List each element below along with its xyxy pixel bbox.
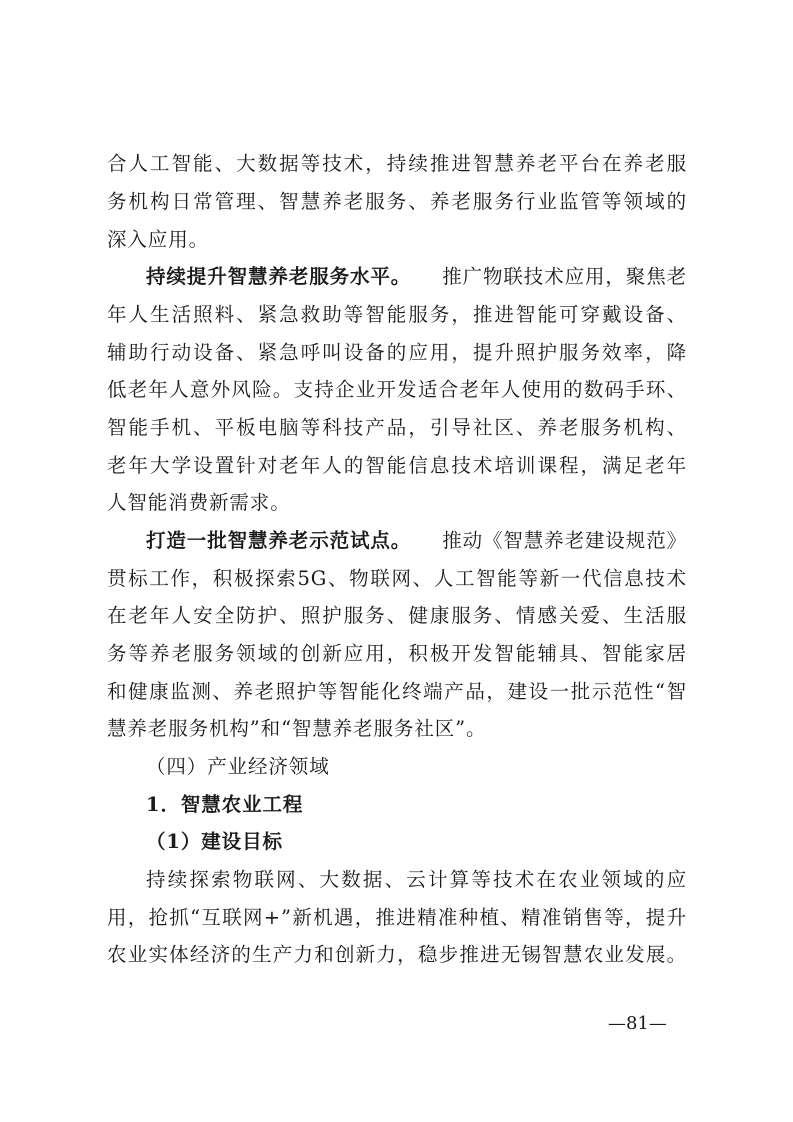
- paragraph-first-line: [146, 528, 687, 554]
- section-heading: （四）产业经济领域: [146, 755, 330, 778]
- paragraph-line: 务机构日常管理、智慧养老服务、养老服务行业监管等领域的: [107, 190, 687, 213]
- paragraph-lead-bold: 持续提升智慧养老服务水平。: [146, 265, 412, 288]
- paragraph-line: 低老年人意外风险。支持企业开发适合老年人使用的数码手环、: [107, 378, 687, 401]
- paragraph-first-rest: 推广物联技术应用，聚焦老: [442, 265, 687, 288]
- paragraph-line: 智能手机、平板电脑等科技产品，引导社区、养老服务机构、: [107, 416, 687, 439]
- paragraph-line: 务等养老服务领域的创新应用，积极开发智能辅具、智能家居: [107, 642, 687, 665]
- paragraph-line: 慧养老服务机构”和“智慧养老服务社区”。: [107, 717, 487, 740]
- paragraph-line: 农业实体经济的生产力和创新力，稳步推进无锡智慧农业发展。: [107, 943, 687, 966]
- paragraph-line: 和健康监测、养老照护等智能化终端产品，建设一批示范性“智: [107, 680, 687, 703]
- paragraph-line: 在老年人安全防护、照护服务、健康服务、情感关爱、生活服: [107, 604, 687, 627]
- paragraph-line: 老年大学设置针对老年人的智能信息技术培训课程，满足老年: [107, 454, 687, 477]
- paragraph-first-rest: 推动《智慧养老建设规范》: [442, 529, 687, 552]
- page-number: —81—: [608, 1013, 667, 1034]
- paragraph-line: 人智能消费新需求。: [107, 491, 291, 514]
- paragraph-line: 深入应用。: [107, 228, 210, 251]
- paragraph-first-line: [146, 264, 687, 290]
- paragraph-line: 贯标工作，积极探索5G、物联网、人工智能等新一代信息技术: [107, 567, 687, 590]
- paragraph-line: 合人工智能、大数据等技术，持续推进智慧养老平台在养老服: [107, 152, 687, 175]
- paragraph-line: 年人生活照料、紧急救助等智能服务，推进智能可穿戴设备、: [107, 303, 687, 326]
- paragraph-line: 用，抢抓“互联网+”新机遇，推进精准种植、精准销售等，提升: [107, 906, 687, 929]
- paragraph-lead-bold: 打造一批智慧养老示范试点。: [146, 529, 412, 552]
- paragraph-line: 辅助行动设备、紧急呼叫设备的应用，提升照护服务效率，降: [107, 341, 687, 364]
- sub-heading: （1）建设目标: [146, 830, 283, 853]
- sub-heading: 1．智慧农业工程: [146, 793, 304, 816]
- paragraph-line: 持续探索物联网、大数据、云计算等技术在农业领域的应: [146, 868, 687, 891]
